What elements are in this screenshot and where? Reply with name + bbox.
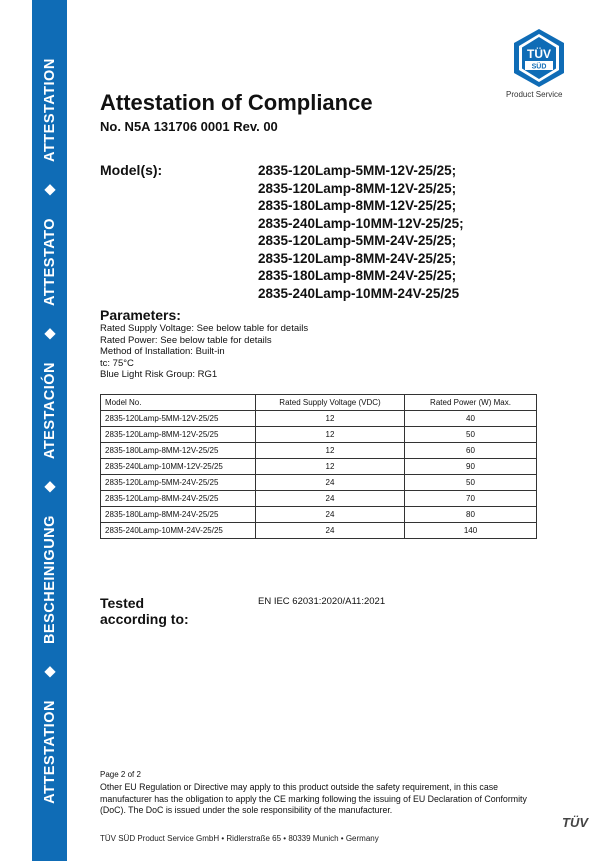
table-cell: 24 (256, 507, 405, 523)
tested-label (100, 595, 189, 627)
table-cell: 60 (405, 443, 537, 459)
side-word: ATESTACIÓN (41, 361, 58, 459)
diamond-icon (44, 666, 55, 677)
model-item: 2835-240Lamp-10MM-24V-25/25 (258, 285, 460, 301)
tuv-small-logo: TÜV (562, 815, 588, 830)
tested-line: according to: (100, 611, 189, 627)
parameters-heading: Parameters: (100, 307, 181, 323)
table-cell: 24 (256, 491, 405, 507)
models-label: Model(s): (100, 162, 163, 178)
model-item: 2835-180Lamp-8MM-12V-25/25; (258, 198, 457, 213)
table-header: Model No. (101, 395, 256, 411)
table-row (101, 507, 537, 523)
table-cell: 2835-120Lamp-5MM-24V-25/25 (101, 475, 256, 491)
table-cell: 2835-240Lamp-10MM-24V-25/25 (101, 523, 256, 539)
tested-line: Tested (100, 595, 145, 611)
table-cell: 80 (405, 507, 537, 523)
document-number: No. N5A 131706 0001 Rev. 00 (100, 119, 278, 134)
parameter-line: Rated Supply Voltage: See below table for details (100, 323, 309, 334)
table-cell: 140 (405, 523, 537, 539)
table-row (101, 459, 537, 475)
table-cell: 2835-180Lamp-8MM-24V-25/25 (101, 507, 256, 523)
table-cell: 2835-180Lamp-8MM-12V-25/25 (101, 443, 256, 459)
table-cell: 2835-240Lamp-10MM-12V-25/25 (101, 459, 256, 475)
table-row (101, 523, 537, 539)
table-header: Rated Power (W) Max. (405, 395, 537, 411)
table-cell: 70 (405, 491, 537, 507)
table-cell: 50 (405, 427, 537, 443)
model-item: 2835-180Lamp-8MM-24V-25/25; (258, 268, 457, 283)
attestation-side-band (32, 0, 67, 861)
table-cell: 12 (256, 411, 405, 427)
parameter-line: Rated Power: See below table for details (100, 334, 272, 346)
model-item: 2835-120Lamp-8MM-24V-25/25; (258, 250, 457, 266)
footer-address: TÜV SÜD Product Service GmbH • Ridlerstraße 65 • 80339 Munich • Germany (100, 834, 379, 843)
side-word: ATTESTATION (41, 57, 58, 162)
table-header: Rated Supply Voltage (VDC) (256, 395, 405, 411)
ratings-table (100, 394, 537, 539)
table-row (101, 475, 537, 491)
diamond-icon (44, 184, 55, 195)
tuv-sud-logo-icon (512, 28, 566, 88)
diamond-icon (44, 481, 55, 492)
side-word: ATTESTATION (41, 699, 58, 804)
table-cell: 40 (405, 411, 537, 427)
logo-caption: Product Service (506, 90, 563, 99)
table-cell: 50 (405, 475, 537, 491)
models-list (258, 162, 464, 302)
model-item: 2835-240Lamp-10MM-12V-25/25; (258, 215, 464, 231)
table-cell: 12 (256, 443, 405, 459)
side-word: ATTESTATO (41, 217, 58, 306)
page-number: Page 2 of 2 (100, 770, 141, 779)
table-row (101, 491, 537, 507)
table-cell: 24 (256, 475, 405, 491)
table-cell: 90 (405, 459, 537, 475)
table-cell: 2835-120Lamp-8MM-24V-25/25 (101, 491, 256, 507)
document-title: Attestation of Compliance (100, 90, 373, 115)
table-header-row (101, 395, 537, 411)
side-band-text (42, 58, 58, 804)
table-row (101, 443, 537, 459)
table-cell: 12 (256, 427, 405, 443)
parameter-line: Blue Light Risk Group: RG1 (100, 369, 218, 381)
table-cell: 24 (256, 523, 405, 539)
parameters-list (100, 323, 308, 381)
table-row (101, 411, 537, 427)
model-item: 2835-120Lamp-8MM-12V-25/25; (258, 180, 457, 196)
side-word: BESCHEINIGUNG (41, 514, 58, 644)
diamond-icon (44, 328, 55, 339)
table-cell: 2835-120Lamp-5MM-12V-25/25 (101, 411, 256, 427)
test-standard: EN IEC 62031:2020/A11:2021 (258, 596, 386, 607)
svg-text:SÜD: SÜD (531, 63, 547, 71)
parameter-line: tc: 75°C (100, 357, 134, 369)
parameter-line: Method of Installation: Built-in (100, 346, 225, 358)
svg-text:TÜV: TÜV (527, 47, 551, 61)
model-item: 2835-120Lamp-5MM-12V-25/25; (258, 163, 457, 178)
table-cell: 12 (256, 459, 405, 475)
table-row (101, 427, 537, 443)
disclaimer: Other EU Regulation or Directive may apply to this product outside the safety requirement, in this case manufacturer has the obligation to apply the CE marking following the issuing of EU Declaration of Conformity (DoC). The DoC is issued under the sole responsibility of the manufacturer. (100, 782, 527, 815)
model-item: 2835-120Lamp-5MM-24V-25/25; (258, 233, 457, 248)
table-cell: 2835-120Lamp-8MM-12V-25/25 (101, 427, 256, 443)
